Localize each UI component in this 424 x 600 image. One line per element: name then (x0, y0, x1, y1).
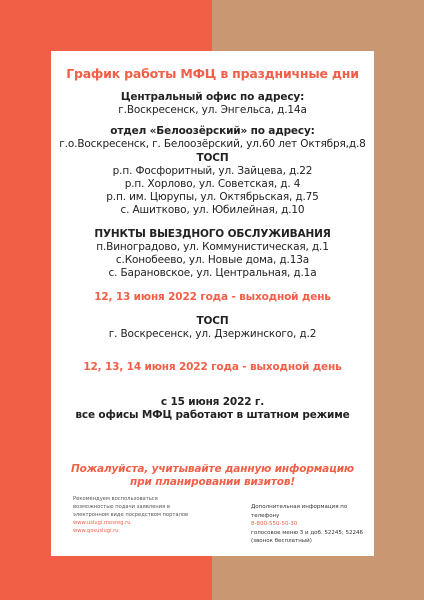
tosp2-holiday-note: 12, 13, 14 июня 2022 года - выходной день (83, 361, 342, 373)
final-statement: все офисы МФЦ работают в штатном режиме (75, 409, 350, 421)
outreach-line: с. Барановское, ул. Центральная, д.1а (108, 267, 317, 279)
outreach-holiday-note: 12, 13 июня 2022 года - выходной день (94, 291, 331, 303)
tosp-block-1 (51, 152, 374, 217)
page-title: График работы МФЦ в праздничные дни (66, 66, 359, 81)
tosp2-note-block (51, 361, 374, 374)
central-office-block (51, 91, 374, 117)
tosp-heading-1: ТОСП (196, 152, 229, 164)
phone-number[interactable]: 8-800-550-50-30 (251, 521, 298, 527)
footer-left-line: возможностью подачи заявления в (73, 504, 170, 510)
outreach-line: п.Виноградово, ул. Коммунистическая, д.1 (96, 241, 329, 253)
outreach-block (51, 228, 374, 280)
tosp-heading-2: ТОСП (196, 315, 229, 327)
tosp-line: р.п. Фосфоритный, ул. Зайцева, д.22 (112, 165, 313, 177)
beloozersky-block (51, 125, 374, 151)
tosp-block-2 (51, 315, 374, 341)
footer-left-line: Рекомендуем воспользоваться (73, 496, 158, 502)
gosuslugi-link[interactable]: www.gosuslugi.ru (73, 528, 119, 534)
plea-line-1: Пожалуйста, учитывайте данную информацию (71, 463, 354, 475)
beloozersky-heading: отдел «Белоозёрский» по адресу: (110, 125, 315, 137)
phone-info (251, 503, 363, 546)
footer-left-line: электронном виде посредством порталов (73, 512, 189, 518)
tosp-line: с. Ашитково, ул. Юбилейная, д.10 (120, 204, 305, 216)
uslugi-mosreg-link[interactable]: www.uslugi.mosreg.ru (73, 520, 131, 526)
outreach-line: с.Конобеево, ул. Новые дома, д.13а (115, 254, 310, 266)
footer-right-line: голосовое меню 3 и доб. 52245; 52246 (251, 529, 363, 536)
notice-card (51, 51, 374, 556)
footer-right-line: (звонок бесплатный) (251, 538, 312, 544)
footer-right-line: Дополнительная информация по телефону (251, 504, 348, 519)
tosp-line: р.п. Хорлово, ул. Советская, д. 4 (124, 178, 301, 190)
portal-recommendation (73, 495, 193, 535)
tosp-line: р.п. им. Цюрупы, ул. Октябрьская, д.75 (106, 191, 319, 203)
plea-line-2: при планировании визитов! (130, 476, 295, 488)
outreach-note-block (51, 291, 374, 304)
central-office-address: г.Воскресенск, ул. Энгельса, д.14а (118, 104, 307, 116)
tosp-line: г. Воскресенск, ул. Дзержинского, д.2 (108, 328, 317, 340)
plea-block (51, 463, 374, 489)
beloozersky-address: г.о.Воскресенск, г. Белоозёрский, ул.60 лет Октября,д.8 (59, 138, 366, 150)
central-office-heading: Центральный офис по адресу: (120, 91, 305, 103)
final-date: с 15 июня 2022 г. (160, 396, 265, 408)
outreach-heading: ПУНКТЫ ВЫЕЗДНОГО ОБСЛУЖИВАНИЯ (94, 228, 331, 240)
final-block (51, 396, 374, 422)
